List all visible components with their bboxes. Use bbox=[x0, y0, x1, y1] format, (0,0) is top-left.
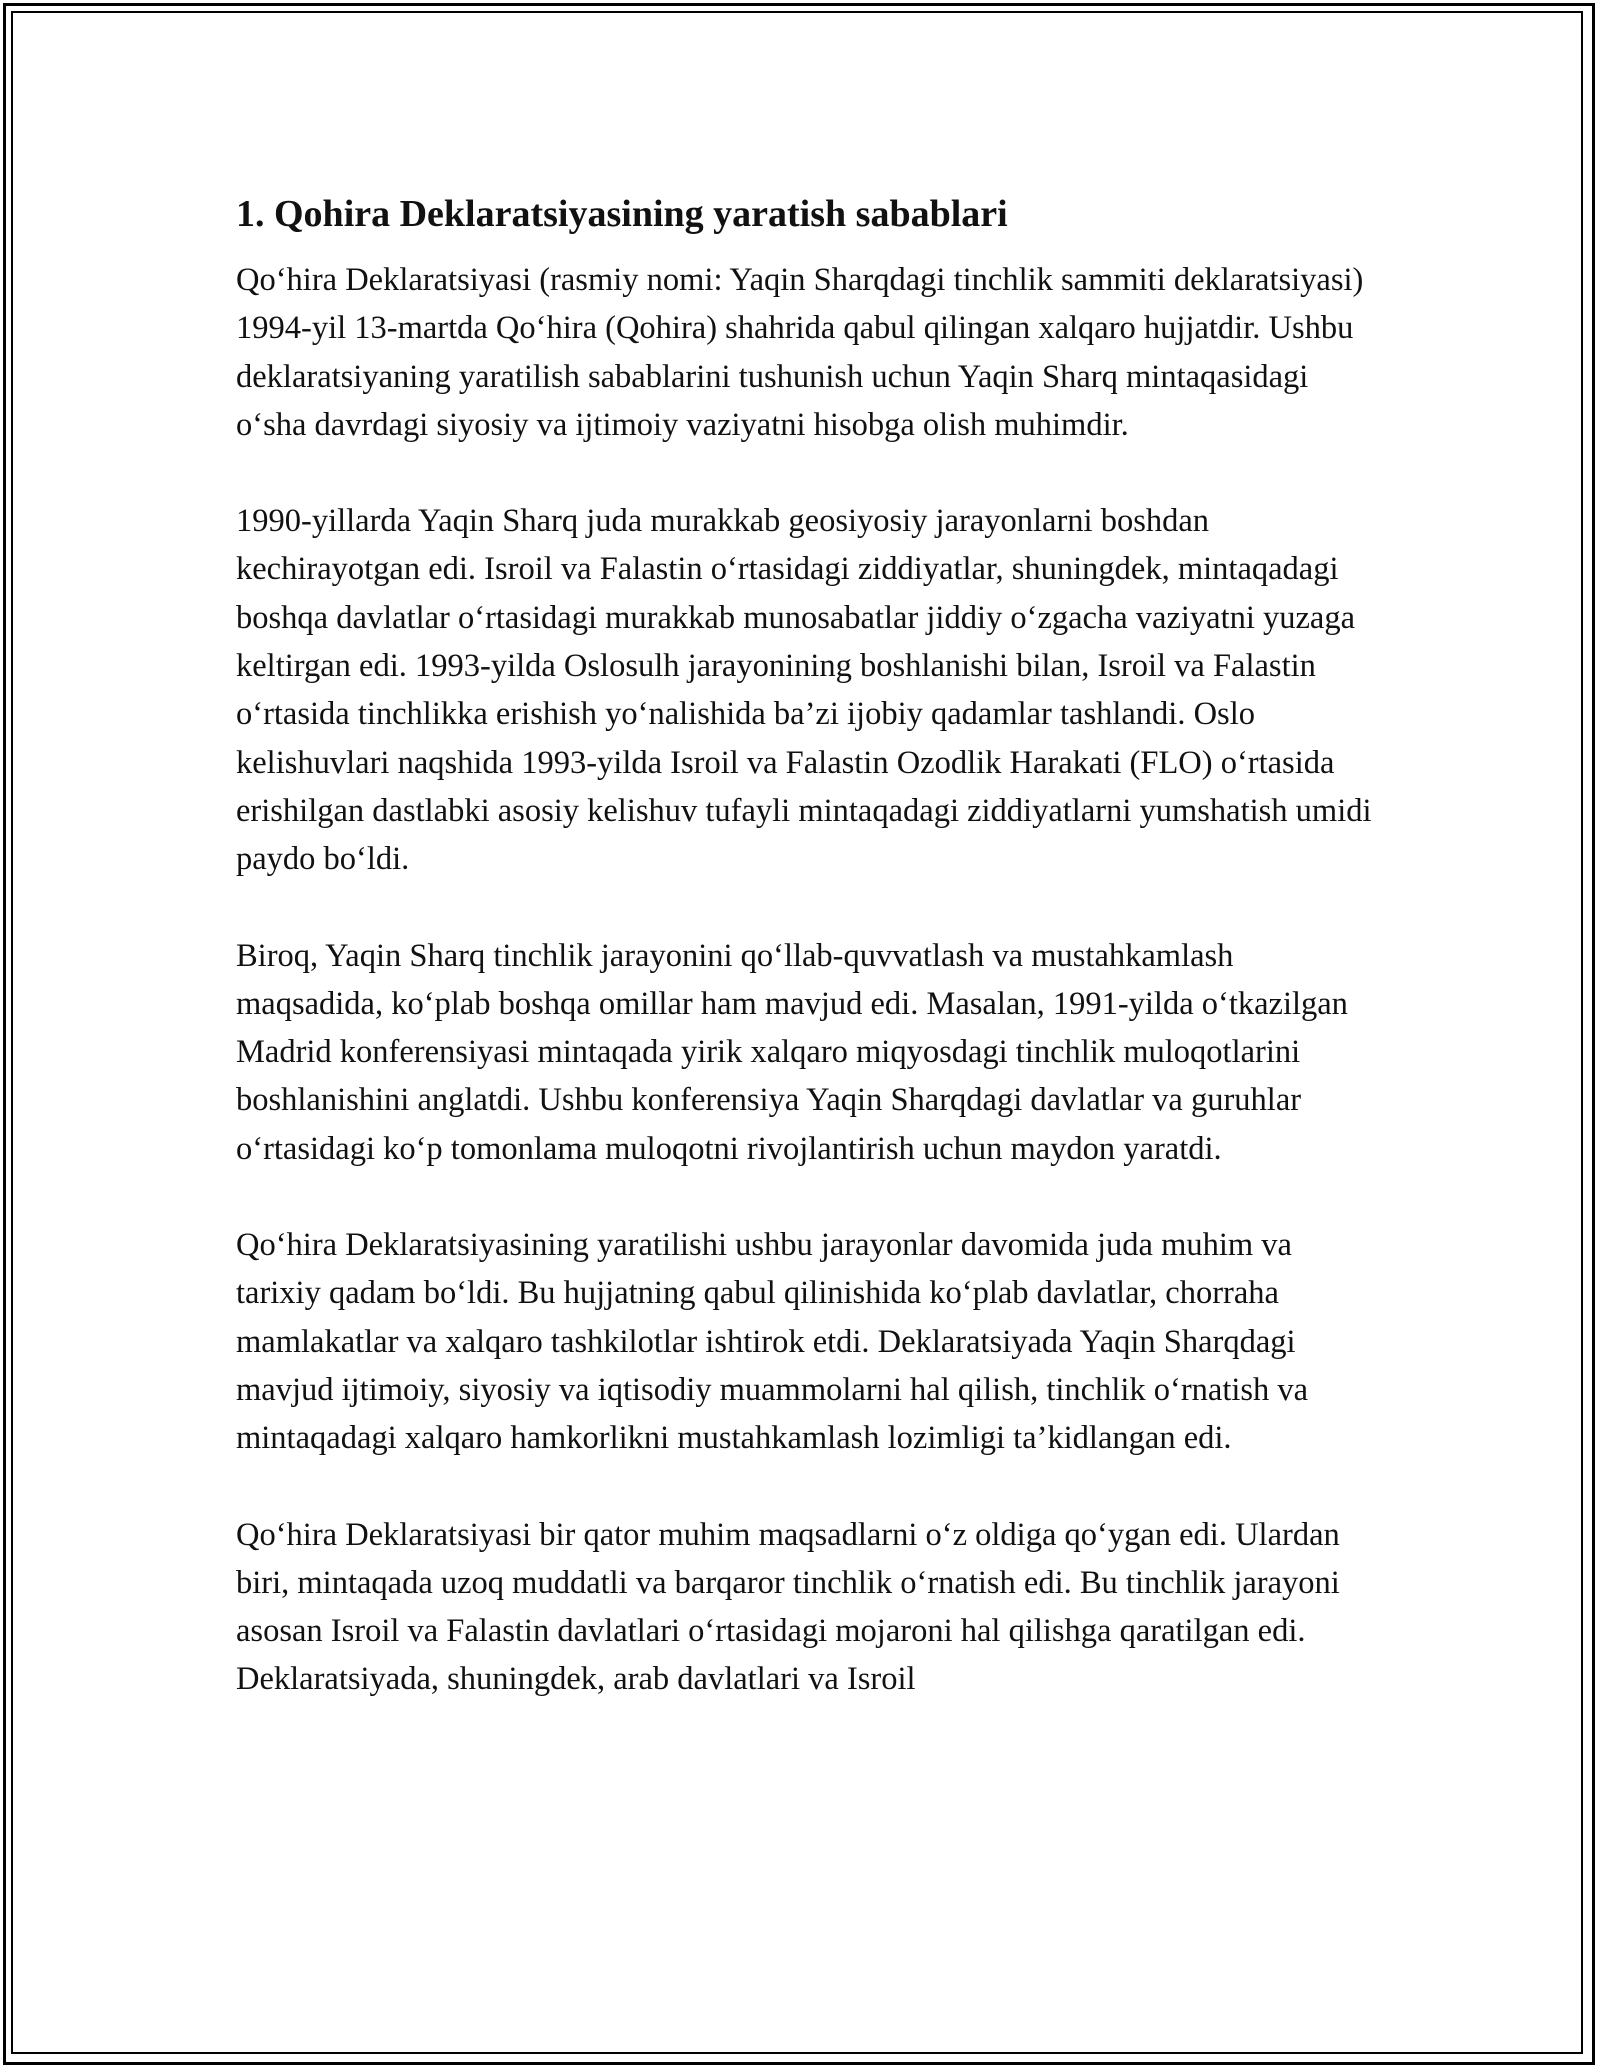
document-body bbox=[236, 186, 1376, 1752]
section-heading: 1. Qohira Deklaratsiyasining yaratish sabablari bbox=[236, 193, 1008, 235]
paragraph-4: Qo‘hira Deklaratsiyasining yaratilishi ushbu jarayonlar davomida juda muhim va tarixiy qadam bo‘ldi. Bu hujjatning qabul qilinishida ko‘plab davlatlar, chorraha mamlakatlar va xalqaro tashkilotlar ishtirok etdi. Deklaratsiyada Yaqin Sharqdagi mavjud ijtimoiy, siyosiy va iqtisodiy muammolarni hal qilish, tinchlik o‘rnatish va mintaqadagi xalqaro hamkorlikni mustahkamlash lozimligi ta’kidlangan edi. bbox=[236, 1227, 1309, 1457]
paragraph-3: Biroq, Yaqin Sharq tinchlik jarayonini qo‘llab-quvvatlash va mustahkamlash maqsadida, ko‘plab boshqa omillar ham mavjud edi. Masalan, 1991-yilda o‘tkazilgan Madrid konferensiyasi mintaqada yirik xalqaro miqyosdagi tinchlik muloqotlarini boshlanishini anglatdi. Ushbu konferensiya Yaqin Sharqdagi davlatlar va guruhlar o‘rtasidagi ko‘p tomonlama muloqotni rivojlantirish uchun maydon yaratdi. bbox=[236, 937, 1348, 1167]
paragraph-2: 1990-yillarda Yaqin Sharq juda murakkab geosiyosiy jarayonlarni boshdan kechirayotgan edi. Isroil va Falastin o‘rtasidagi ziddiyatlar, shuningdek, mintaqadagi boshqa davlatlar o‘rtasidagi murakkab munosabatlar jiddiy o‘zgacha vaziyatni yuzaga keltirgan edi. 1993-yilda Oslosulh jarayonining boshlanishi bilan, Isroil va Falastin o‘rtasida tinchlikka erishish yo‘nalishida ba’zi ijobiy qadamlar tashlandi. Oslo kelishuvlari naqshida 1993-yilda Isroil va Falastin Ozodlik Harakati (FLO) o‘rtasida erishilgan dastlabki asosiy kelishuv tufayli mintaqadagi ziddiyatlarni yumshatish umidi paydo bo‘ldi. bbox=[236, 503, 1372, 878]
paragraph-1: Qo‘hira Deklaratsiyasi (rasmiy nomi: Yaqin Sharqdagi tinchlik sammiti deklaratsiyasi) 1994-yil 13-martda Qo‘hira (Qohira) shahrida qabul qilingan xalqaro hujjatdir. Ushbu deklaratsiyaning yaratilish sabablarini tushunish uchun Yaqin Sharq mintaqasidagi o‘sha davrdagi siyosiy va ijtimoiy vaziyatni hisobga olish muhimdir. bbox=[236, 262, 1364, 443]
paragraph-5: Qo‘hira Deklaratsiyasi bir qator muhim maqsadlarni o‘z oldiga qo‘ygan edi. Ulardan biri, mintaqada uzoq muddatli va barqaror tinchlik o‘rnatish edi. Bu tinchlik jarayoni asosan Isroil va Falastin davlatlari o‘rtasidagi mojaroni hal qilishga qaratilgan edi. Deklaratsiyada, shuningdek, arab davlatlari va Isroil bbox=[236, 1516, 1340, 1698]
